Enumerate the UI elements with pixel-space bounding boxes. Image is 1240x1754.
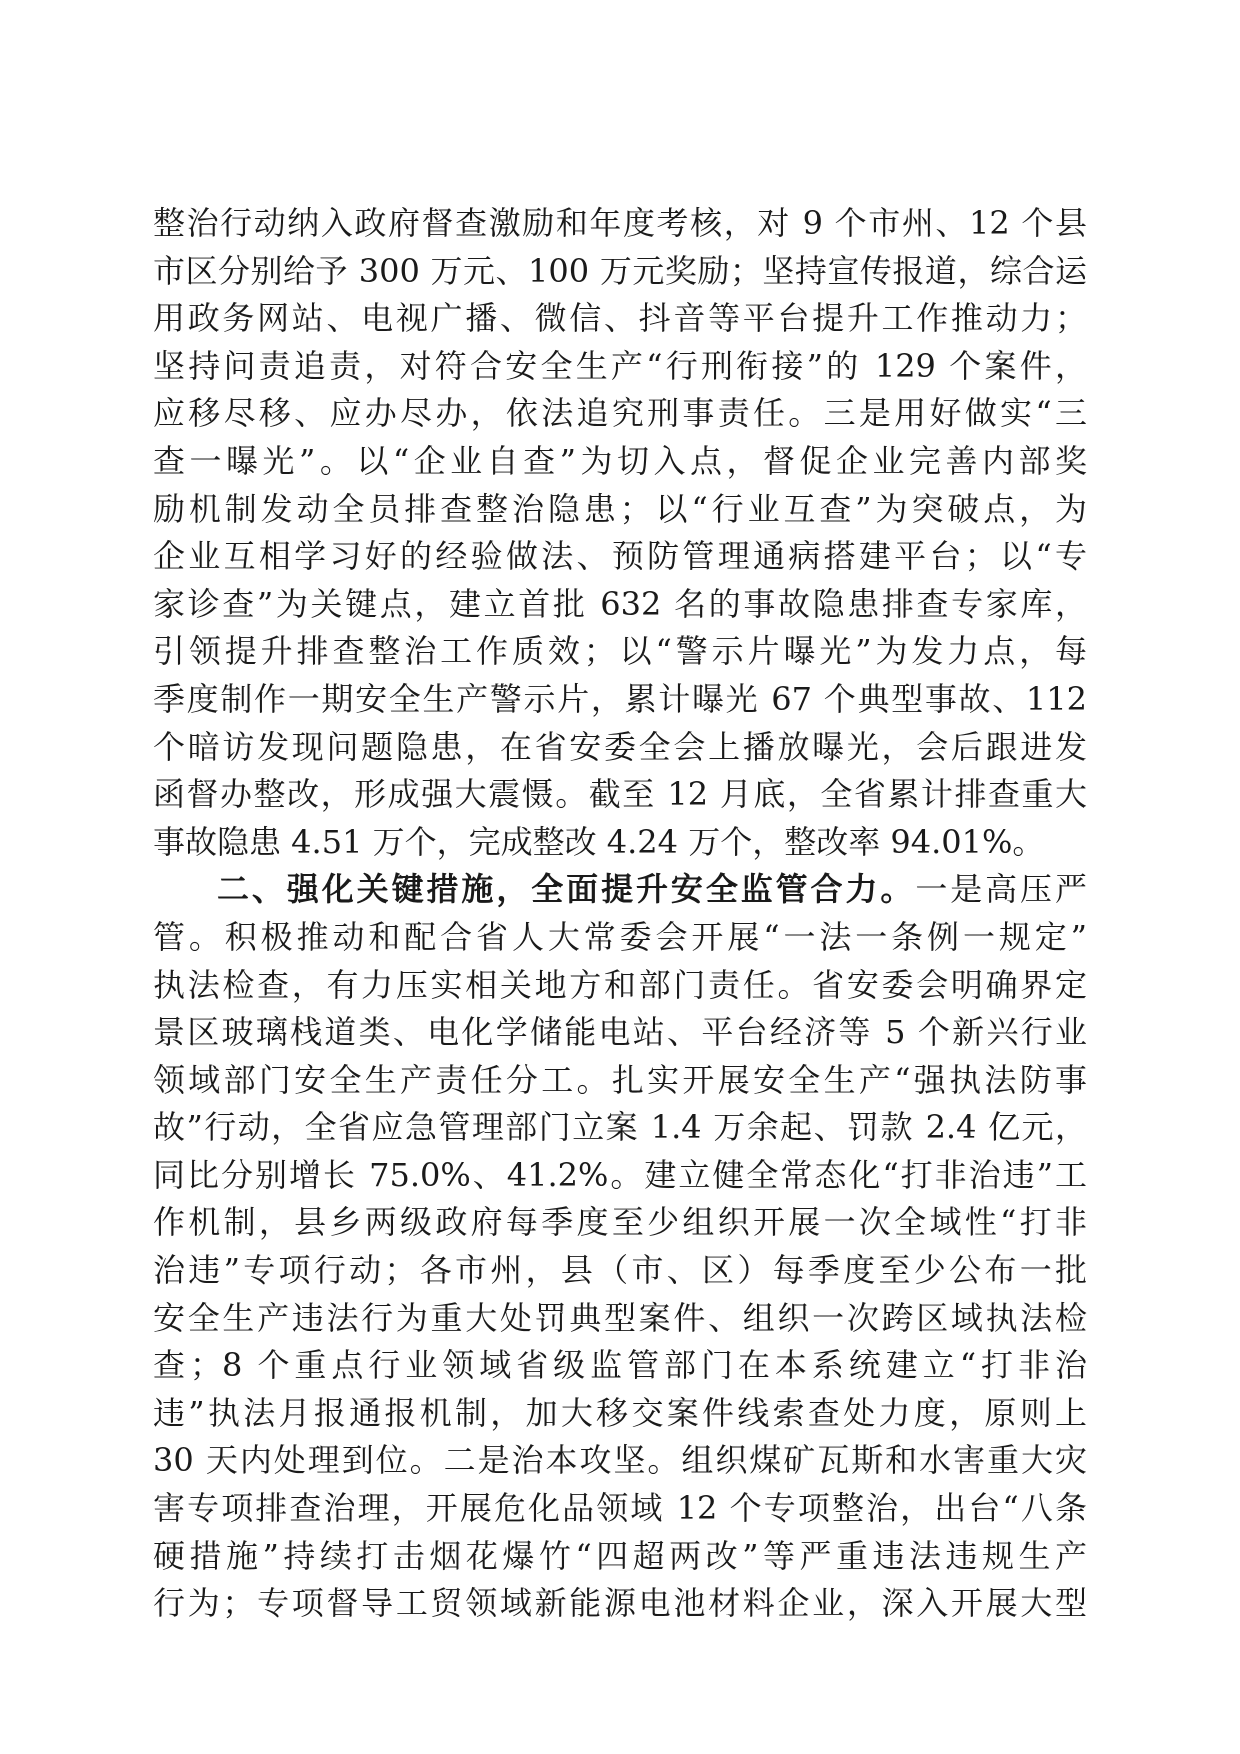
text-line: 事故隐患 4.51 万个，完成整改 4.24 万个，整改率 94.01%。	[153, 822, 1045, 861]
section-2-first-line	[153, 866, 1087, 914]
text-line: 领域部门安全生产责任分工。扎实开展安全生产“强执法防事	[153, 1060, 1087, 1099]
text-line: 企业互相学习好的经验做法、预防管理通病搭建平台；以“专	[153, 537, 1087, 576]
text-line: 行为；专项督导工贸领域新能源电池材料企业，深入开展大型	[153, 1584, 1087, 1623]
section-2-first-line-text: 一是高压严	[915, 870, 1087, 909]
text-line: 个暗访发现问题隐患，在省安委全会上播放曝光，会后跟进发	[153, 727, 1087, 766]
body-text	[153, 200, 1087, 1628]
text-line: 景区玻璃栈道类、电化学储能电站、平台经济等 5 个新兴行业	[153, 1013, 1087, 1052]
text-line: 违”执法月报通报机制，加大移交案件线索查处力度，原则上	[153, 1393, 1087, 1432]
section-2-heading: 二、强化关键措施，全面提升安全监管合力。	[217, 870, 916, 909]
text-line: 坚持问责追责，对符合安全生产“行刑衔接”的 129 个案件，	[153, 346, 1087, 385]
text-line: 用政务网站、电视广播、微信、抖音等平台提升工作推动力；	[153, 299, 1087, 338]
text-line: 励机制发动全员排查整治隐患；以“行业互查”为突破点，为	[153, 489, 1087, 528]
text-line: 害专项排查治理，开展危化品领域 12 个专项整治，出台“八条	[153, 1489, 1087, 1528]
text-line: 故”行动，全省应急管理部门立案 1.4 万余起、罚款 2.4 亿元，	[153, 1108, 1087, 1147]
text-line: 30 天内处理到位。二是治本攻坚。组织煤矿瓦斯和水害重大灾	[153, 1441, 1087, 1480]
text-line: 管。积极推动和配合省人大常委会开展“一法一条例一规定”	[153, 917, 1087, 956]
text-line: 家诊查”为关键点，建立首批 632 名的事故隐患排查专家库，	[153, 584, 1087, 623]
text-line: 安全生产违法行为重大处罚典型案件、组织一次跨区域执法检	[153, 1298, 1087, 1337]
text-line: 整治行动纳入政府督查激励和年度考核，对 9 个市州、12 个县	[153, 204, 1087, 242]
text-line: 季度制作一期安全生产警示片，累计曝光 67 个典型事故、112	[153, 679, 1087, 718]
text-line: 应移尽移、应办尽办，依法追究刑事责任。三是用好做实“三	[153, 394, 1087, 433]
text-line: 查一曝光”。以“企业自查”为切入点，督促企业完善内部奖	[153, 441, 1087, 480]
text-line: 作机制，县乡两级政府每季度至少组织开展一次全域性“打非	[153, 1203, 1087, 1242]
text-line: 同比分别增长 75.0%、41.2%。建立健全常态化“打非治违”工	[153, 1155, 1087, 1194]
text-line: 引领提升排查整治工作质效；以“警示片曝光”为发力点，每	[153, 632, 1087, 671]
text-line: 查；8 个重点行业领域省级监管部门在本系统建立“打非治	[153, 1346, 1087, 1385]
text-line: 市区分别给予 300 万元、100 万元奖励；坚持宣传报道，综合运	[153, 251, 1087, 290]
text-line: 执法检查，有力压实相关地方和部门责任。省安委会明确界定	[153, 965, 1087, 1004]
text-line: 函督办整改，形成强大震慑。截至 12 月底，全省累计排查重大	[153, 775, 1087, 814]
text-line: 治违”专项行动；各市州，县（市、区）每季度至少公布一批	[153, 1251, 1087, 1290]
text-line: 硬措施”持续打击烟花爆竹“四超两改”等严重违法违规生产	[153, 1536, 1087, 1575]
